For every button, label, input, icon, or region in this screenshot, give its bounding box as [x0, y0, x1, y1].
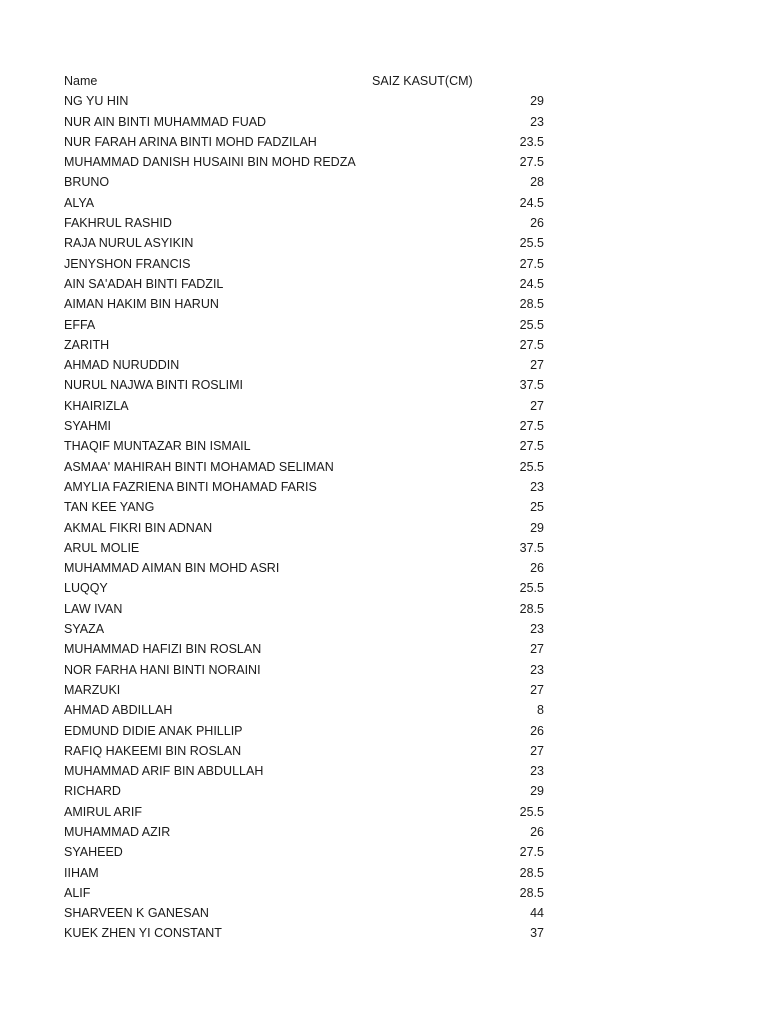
student-name-cell: THAQIF MUNTAZAR BIN ISMAIL [64, 439, 251, 454]
student-name-cell: SYAHEED [64, 845, 123, 860]
student-name-cell: MUHAMMAD ARIF BIN ABDULLAH [64, 764, 264, 779]
shoe-size-cell: 23 [530, 622, 544, 637]
table-row [64, 741, 544, 761]
student-name-cell: ARUL MOLIE [64, 540, 140, 555]
shoe-size-cell: 28.5 [519, 601, 544, 616]
shoe-size-cell: 27.5 [519, 155, 544, 170]
shoe-size-cell: 37 [530, 926, 544, 941]
student-name-cell: ALIF [64, 885, 91, 900]
student-name-cell: NURUL NAJWA BINTI ROSLIMI [64, 378, 243, 393]
shoe-size-cell: 25.5 [519, 804, 544, 819]
shoe-size-cell: 25.5 [519, 459, 544, 474]
table-row [64, 112, 544, 132]
table-row [64, 680, 544, 700]
shoe-size-cell: 29 [530, 784, 544, 799]
table-row [64, 193, 544, 213]
shoe-size-cell: 26 [530, 824, 544, 839]
student-name-cell: RAJA NURUL ASYIKIN [64, 236, 194, 251]
shoe-size-cell: 26 [530, 216, 544, 231]
table-row [64, 294, 544, 314]
table-row [64, 457, 544, 477]
table-row [64, 700, 544, 720]
shoe-size-cell: 27.5 [519, 419, 544, 434]
student-name-cell: SHARVEEN K GANESAN [64, 906, 209, 921]
table-row [64, 274, 544, 294]
table-row [64, 254, 544, 274]
shoe-size-cell: 25.5 [519, 581, 544, 596]
student-name-cell: SYAZA [64, 622, 105, 637]
shoe-size-cell: 29 [530, 520, 544, 535]
column-header-shoe-size: SAIZ KASUT(CM) [372, 74, 473, 88]
table-row [64, 396, 544, 416]
shoe-size-cell: 27.5 [519, 845, 544, 860]
column-header-name: Name [64, 74, 98, 88]
shoe-size-cell: 23 [530, 114, 544, 129]
student-name-cell: NUR AIN BINTI MUHAMMAD FUAD [64, 114, 267, 129]
student-name-cell: AHMAD ABDILLAH [64, 703, 173, 718]
table-row [64, 355, 544, 375]
shoe-size-cell: 37.5 [519, 540, 544, 555]
table-row [64, 883, 544, 903]
table-row [64, 903, 544, 923]
shoe-size-cell: 37.5 [519, 378, 544, 393]
student-name-cell: AHMAD NURUDDIN [64, 358, 180, 373]
student-name-cell: ZARITH [64, 337, 110, 352]
table-row [64, 172, 544, 192]
shoe-size-cell: 28.5 [519, 885, 544, 900]
shoe-size-cell: 26 [530, 561, 544, 576]
shoe-size-table [64, 71, 544, 944]
shoe-size-cell: 8 [537, 703, 544, 718]
student-name-cell: NUR FARAH ARINA BINTI MOHD FADZILAH [64, 134, 317, 149]
student-name-cell: MUHAMMAD AIMAN BIN MOHD ASRI [64, 561, 280, 576]
shoe-size-cell: 25.5 [519, 317, 544, 332]
table-row [64, 781, 544, 801]
student-name-cell: KUEK ZHEN YI CONSTANT [64, 926, 222, 941]
table-row [64, 315, 544, 335]
shoe-size-cell: 28.5 [519, 865, 544, 880]
table-row [64, 822, 544, 842]
student-name-cell: KHAIRIZLA [64, 398, 129, 413]
shoe-size-cell: 28 [530, 175, 544, 190]
table-row [64, 639, 544, 659]
table-row [64, 619, 544, 639]
shoe-size-cell: 23 [530, 764, 544, 779]
student-name-cell: AIN SA'ADAH BINTI FADZIL [64, 276, 224, 291]
table-header-row [64, 71, 544, 91]
student-name-cell: NOR FARHA HANI BINTI NORAINI [64, 662, 261, 677]
shoe-size-cell: 25.5 [519, 236, 544, 251]
table-row [64, 558, 544, 578]
shoe-size-cell: 27 [530, 682, 544, 697]
shoe-size-cell: 27 [530, 743, 544, 758]
table-row [64, 538, 544, 558]
table-row [64, 660, 544, 680]
shoe-size-cell: 27 [530, 358, 544, 373]
student-name-cell: FAKHRUL RASHID [64, 216, 172, 231]
table-row [64, 721, 544, 741]
table-row [64, 416, 544, 436]
shoe-size-cell: 23.5 [519, 134, 544, 149]
table-row [64, 132, 544, 152]
student-name-cell: AIMAN HAKIM BIN HARUN [64, 297, 219, 312]
shoe-size-cell: 44 [530, 906, 544, 921]
table-row [64, 477, 544, 497]
student-name-cell: EFFA [64, 317, 96, 332]
table-row [64, 761, 544, 781]
student-name-cell: RAFIQ HAKEEMI BIN ROSLAN [64, 743, 242, 758]
student-name-cell: MARZUKI [64, 682, 121, 697]
student-name-cell: SYAHMI [64, 419, 111, 434]
shoe-size-cell: 27.5 [519, 439, 544, 454]
student-name-cell: AKMAL FIKRI BIN ADNAN [64, 520, 213, 535]
shoe-size-cell: 25 [530, 500, 544, 515]
student-name-cell: ALYA [64, 195, 95, 210]
table-row [64, 335, 544, 355]
student-name-cell: NG YU HIN [64, 94, 129, 109]
table-row [64, 863, 544, 883]
student-name-cell: BRUNO [64, 175, 110, 190]
table-row [64, 91, 544, 111]
table-row [64, 802, 544, 822]
shoe-size-cell: 23 [530, 662, 544, 677]
shoe-size-cell: 24.5 [519, 195, 544, 210]
table-row [64, 518, 544, 538]
table-row [64, 375, 544, 395]
table-row [64, 923, 544, 943]
student-name-cell: MUHAMMAD DANISH HUSAINI BIN MOHD REDZA [64, 155, 356, 170]
student-name-cell: TAN KEE YANG [64, 500, 155, 515]
table-row [64, 213, 544, 233]
student-name-cell: AMIRUL ARIF [64, 804, 143, 819]
student-name-cell: LAW IVAN [64, 601, 123, 616]
student-name-cell: AMYLIA FAZRIENA BINTI MOHAMAD FARIS [64, 479, 317, 494]
shoe-size-cell: 28.5 [519, 297, 544, 312]
table-row [64, 233, 544, 253]
shoe-size-cell: 27 [530, 398, 544, 413]
student-name-cell: ASMAA' MAHIRAH BINTI MOHAMAD SELIMAN [64, 459, 334, 474]
student-name-cell: IIHAM [64, 865, 99, 880]
student-name-cell: JENYSHON FRANCIS [64, 256, 191, 271]
student-name-cell: EDMUND DIDIE ANAK PHILLIP [64, 723, 243, 738]
shoe-size-cell: 24.5 [519, 276, 544, 291]
student-name-cell: RICHARD [64, 784, 121, 799]
table-body [64, 91, 544, 943]
table-row [64, 436, 544, 456]
shoe-size-cell: 29 [530, 94, 544, 109]
student-name-cell: MUHAMMAD HAFIZI BIN ROSLAN [64, 642, 262, 657]
shoe-size-cell: 23 [530, 479, 544, 494]
student-name-cell: MUHAMMAD AZIR [64, 824, 171, 839]
shoe-size-cell: 27 [530, 642, 544, 657]
table-row [64, 842, 544, 862]
student-name-cell: LUQQY [64, 581, 108, 596]
table-row [64, 152, 544, 172]
shoe-size-cell: 27.5 [519, 256, 544, 271]
shoe-size-cell: 26 [530, 723, 544, 738]
table-row [64, 578, 544, 598]
shoe-size-cell: 27.5 [519, 337, 544, 352]
table-row [64, 599, 544, 619]
table-row [64, 497, 544, 517]
